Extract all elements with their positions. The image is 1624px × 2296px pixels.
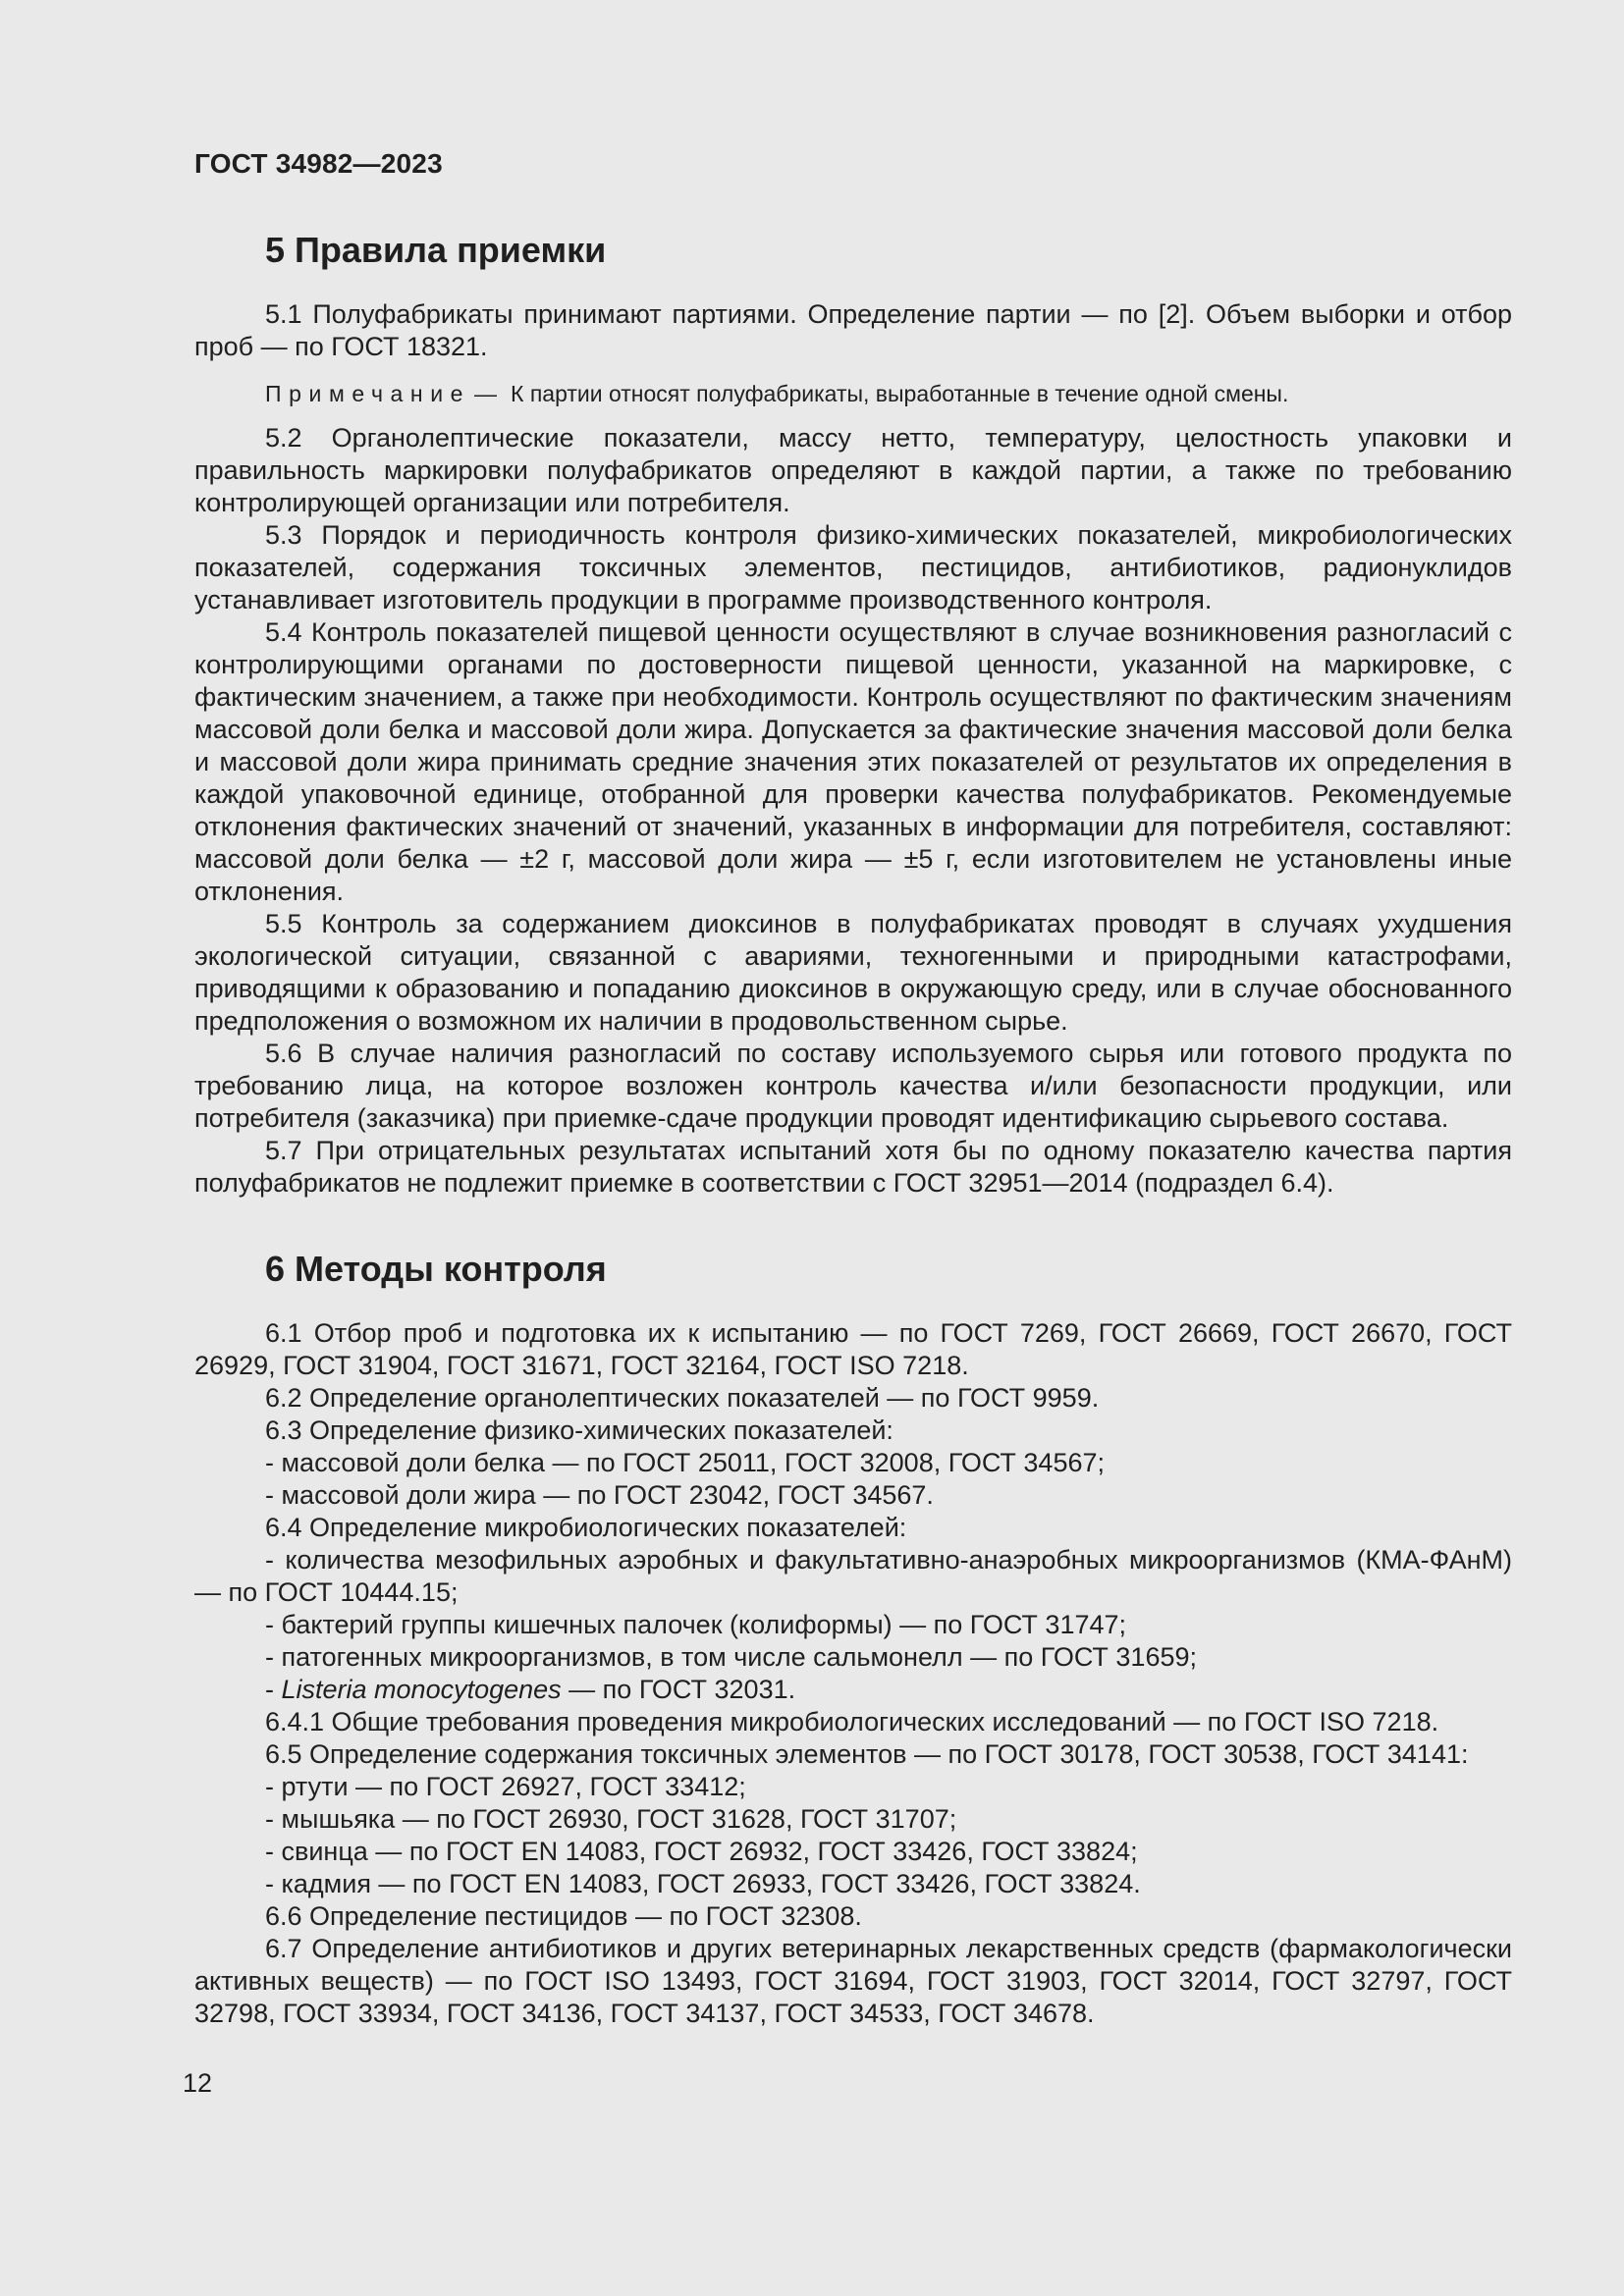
paragraph: 5.1 Полуфабрикаты принимают партиями. Определение партии — по [2]. Объем выборки и отбор проб — по ГОСТ 18321. bbox=[194, 299, 1512, 361]
section-title: 6 Методы контроля bbox=[265, 1249, 607, 1289]
paragraph: 6.6 Определение пестицидов — по ГОСТ 32308. bbox=[265, 1901, 862, 1931]
paragraph: 6.4 Определение микробиологических показателей: bbox=[265, 1513, 907, 1542]
paragraph: 5.3 Порядок и периодичность контроля физико-химических показателей, микробиологических показателей, содержания токсичных элементов, пестицидов, антибиотиков, радионуклидов устанавливает изготовитель продукции в программе производственного контроля. bbox=[194, 520, 1512, 614]
paragraph: - бактерий группы кишечных палочек (колиформы) — по ГОСТ 31747; bbox=[265, 1610, 1127, 1639]
page-number: 12 bbox=[183, 2068, 213, 2098]
paragraph: 6.2 Определение органолептических показателей — по ГОСТ 9959. bbox=[265, 1383, 1100, 1413]
paragraph: 6.4.1 Общие требования проведения микробиологических исследований — по ГОСТ ISO 7218. bbox=[265, 1707, 1439, 1736]
paragraph: 5.5 Контроль за содержанием диоксинов в полуфабрикатах проводят в случаях ухудшения экологической ситуации, связанной с авариями, техногенными и природными катастрофами, приводящими к образованию и попаданию диоксинов в окружающую среду, или в случае обоснованного предположения о возможном их наличии в продовольственном сырье. bbox=[194, 909, 1512, 1036]
document-body bbox=[194, 230, 1512, 2030]
paragraph: 6.3 Определение физико-химических показателей: bbox=[265, 1415, 893, 1445]
paragraph: - кадмия — по ГОСТ EN 14083, ГОСТ 26933, ГОСТ 33426, ГОСТ 33824. bbox=[265, 1869, 1141, 1898]
paragraph: - массовой доли жира — по ГОСТ 23042, ГОСТ 34567. bbox=[265, 1480, 934, 1510]
paragraph: - свинца — по ГОСТ EN 14083, ГОСТ 26932, ГОСТ 33426, ГОСТ 33824; bbox=[265, 1837, 1138, 1866]
section-5 bbox=[194, 230, 1512, 1200]
paragraph: - массовой доли белка — по ГОСТ 25011, ГОСТ 32008, ГОСТ 34567; bbox=[265, 1448, 1105, 1477]
paragraph: - патогенных микроорганизмов, в том числе сальмонелл — по ГОСТ 31659; bbox=[265, 1642, 1197, 1672]
note bbox=[194, 380, 1512, 408]
paragraph: 5.6 В случае наличия разногласий по составу используемого сырья или готового продукта по требованию лица, на которое возложен контроль качества и/или безопасности продукции, или потребителя (заказчика) при приемке-сдаче продукции проводят идентификацию сырьевого состава. bbox=[194, 1039, 1512, 1133]
paragraph: - количества мезофильных аэробных и факультативно-анаэробных микроорганизмов (КМА-ФАнМ) — по ГОСТ 10444.15; bbox=[194, 1545, 1512, 1607]
note-dash: — bbox=[474, 381, 498, 406]
paragraph-text: - bbox=[265, 1675, 282, 1704]
paragraph: 5.2 Органолептические показатели, массу нетто, температуру, целостность упаковки и правильность маркировки полуфабрикатов определяют в каждой партии, а также по требованию контролирующей организации или потребителя. bbox=[194, 423, 1512, 517]
section-title: 5 Правила приемки bbox=[265, 230, 607, 270]
paragraph-text: — по ГОСТ 32031. bbox=[561, 1675, 796, 1704]
paragraph bbox=[194, 1674, 1512, 1706]
paragraph: 5.7 При отрицательных результатах испытаний хотя бы по одному показателю качества партия полуфабрикатов не подлежит приемке в соответствии с ГОСТ 32951—2014 (подраздел 6.4). bbox=[194, 1136, 1512, 1198]
paragraph: 6.5 Определение содержания токсичных элементов — по ГОСТ 30178, ГОСТ 30538, ГОСТ 34141: bbox=[265, 1739, 1469, 1769]
note-label: Примечание bbox=[265, 381, 471, 406]
standard-number: ГОСТ 34982—2023 bbox=[194, 148, 443, 179]
paragraph: 6.1 Отбор проб и подготовка их к испытанию — по ГОСТ 7269, ГОСТ 26669, ГОСТ 26670, ГОСТ 26929, ГОСТ 31904, ГОСТ 31671, ГОСТ 32164, ГОСТ ISO 7218. bbox=[194, 1318, 1512, 1380]
note-text: К партии относят полуфабрикаты, выработанные в течение одной смены. bbox=[511, 381, 1289, 406]
section-6 bbox=[194, 1249, 1512, 2030]
latin-species-name: Listeria monocytogenes bbox=[281, 1675, 562, 1704]
paragraph: 6.7 Определение антибиотиков и других ветеринарных лекарственных средств (фармакологически активных веществ) — по ГОСТ ISO 13493, ГОСТ 31694, ГОСТ 31903, ГОСТ 32014, ГОСТ 32797, ГОСТ 32798, ГОСТ 33934, ГОСТ 34136, ГОСТ 34137, ГОСТ 34533, ГОСТ 34678. bbox=[194, 1934, 1512, 2028]
paragraph: - мышьяка — по ГОСТ 26930, ГОСТ 31628, ГОСТ 31707; bbox=[265, 1804, 957, 1834]
paragraph: - ртути — по ГОСТ 26927, ГОСТ 33412; bbox=[265, 1772, 746, 1801]
paragraph: 5.4 Контроль показателей пищевой ценности осуществляют в случае возникновения разногласий с контролирующими органами по достоверности пищевой ценности, указанной на маркировке, с фактическим значением, а также при необходимости. Контроль осуществляют по фактическим значениям массовой доли белка и массовой доли жира. Допускается за фактические значения массовой доли белка и массовой доли жира принимать средние значения этих показателей от результатов их определения в каждой упаковочной единице, отобранной для проверки качества полуфабрикатов. Рекомендуемые отклонения фактических значений от значений, указанных в информации для потребителя, составляют: массовой доли белка — ±2 г, массовой доли жира — ±5 г, если изготовителем не установлены иные отклонения. bbox=[194, 617, 1512, 906]
